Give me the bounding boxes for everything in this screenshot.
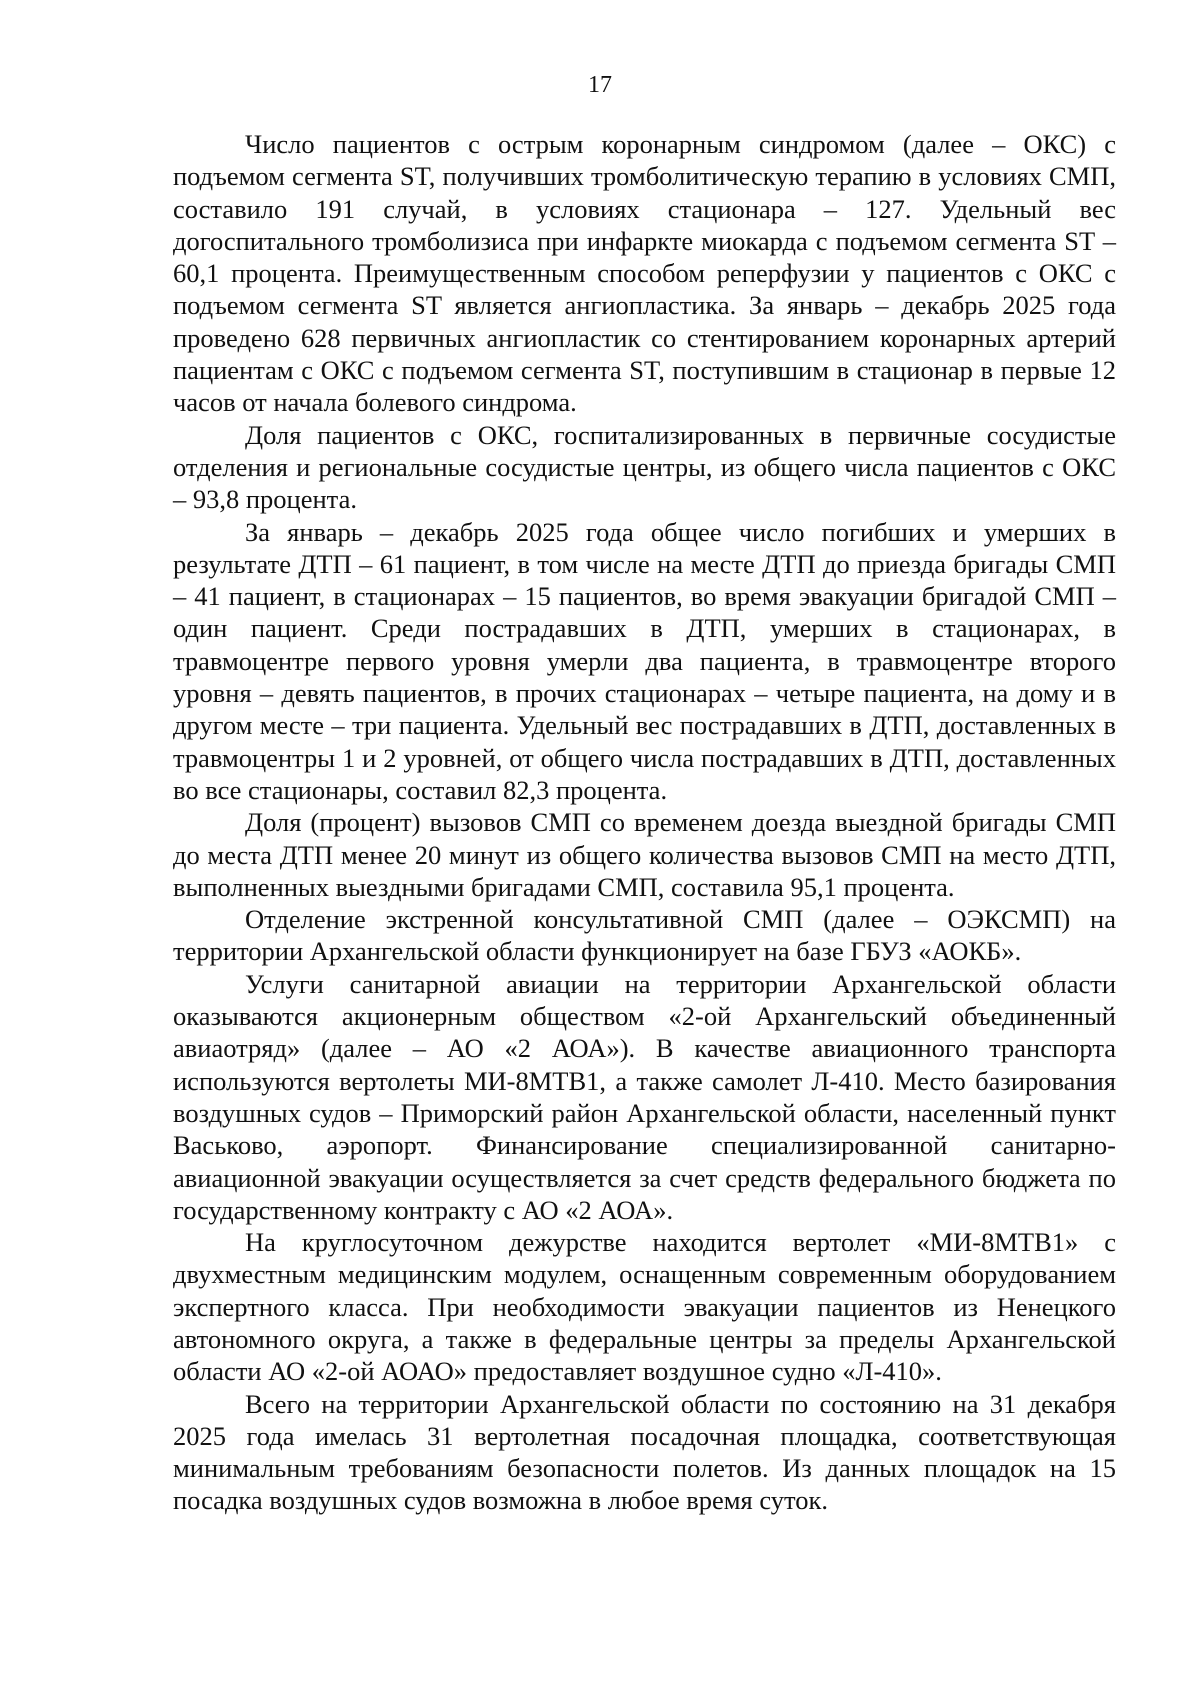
paragraph-acs-thrombolysis: Число пациентов с острым коронарным синдромом (далее – ОКС) с подъемом сегмента ST, получивших тромболитическую терапию в условиях СМП, составило 191 случай, в условиях стационара – 127. Удельный вес догоспитального тромболизиса при инфаркте миокарда с подъемом сегмента ST – 60,1 процента. Преимущественным способом реперфузии у пациентов с ОКС с подъемом сегмента ST является ангиопластика. За январь – декабрь 2025 года проведено 628 первичных ангиопластик со стентированием коронарных артерий пациентам с ОКС с подъемом сегмента ST, поступившим в стационар в первые 12 часов от начала болевого синдрома. (173, 129, 1116, 418)
page-number: 17 (588, 72, 612, 98)
document-body (173, 128, 1116, 1517)
paragraph-emergency-consultative-department: Отделение экстренной консультативной СМП (далее – ОЭКСМП) на территории Архангельской области функционирует на базе ГБУЗ «АОКБ». (173, 904, 1116, 967)
paragraph-helicopter-duty: На круглосуточном дежурстве находится вертолет «МИ-8МТВ1» с двухместным медицинским модулем, оснащенным современным оборудованием экспертного класса. При необходимости эвакуации пациентов из Ненецкого автономного округа, а также в федеральные центры за пределы Архангельской области АО «2-ой АОАО» предоставляет воздушное судно «Л-410». (173, 1227, 1116, 1387)
paragraph-road-accident-deaths: За январь – декабрь 2025 года общее число погибших и умерших в результате ДТП – 61 пациент, в том числе на месте ДТП до приезда бригады СМП – 41 пациент, в стационарах – 15 пациентов, во время эвакуации бригадой СМП – один пациент. Среди пострадавших в ДТП, умерших в стационарах, в травмоцентре первого уровня умерли два пациента, в травмоцентре второго уровня – девять пациентов, в прочих стационарах – четыре пациента, на дому и в другом месте – три пациента. Удельный вес пострадавших в ДТП, доставленных в травмоцентры 1 и 2 уровней, от общего числа пострадавших в ДТП, доставленных во все стационары, составил 82,3 процента. (173, 516, 1116, 805)
paragraph-landing-sites: Всего на территории Архангельской области по состоянию на 31 декабря 2025 года имелась 31 вертолетная посадочная площадка, соответствующая минимальным требованиям безопасности полетов. Из данных площадок на 15 посадка воздушных судов возможна в любое время суток. (173, 1388, 1116, 1516)
paragraph-acs-hospitalization: Доля пациентов с ОКС, госпитализированных в первичные сосудистые отделения и региональные сосудистые центры, из общего числа пациентов с ОКС – 93,8 процента. (173, 419, 1116, 515)
paragraph-ambulance-arrival-time: Доля (процент) вызовов СМП со временем доезда выездной бригады СМП до места ДТП менее 20 минут из общего количества вызовов СМП на место ДТП, выполненных выездными бригадами СМП, составила 95,1 процента. (173, 807, 1116, 902)
paragraph-air-ambulance-services: Услуги санитарной авиации на территории Архангельской области оказываются акционерным обществом «2-ой Архангельский объединенный авиаотряд» (далее – АО «2 АОА»). В качестве авиационного транспорта используются вертолеты МИ-8МТВ1, а также самолет Л-410. Место базирования воздушных судов – Приморский район Архангельской области, населенный пункт Васьково, аэропорт. Финансирование специализированной санитарно-авиационной эвакуации осуществляется за счет средств федерального бюджета по государственному контракту с АО «2 АОА». (173, 968, 1116, 1225)
